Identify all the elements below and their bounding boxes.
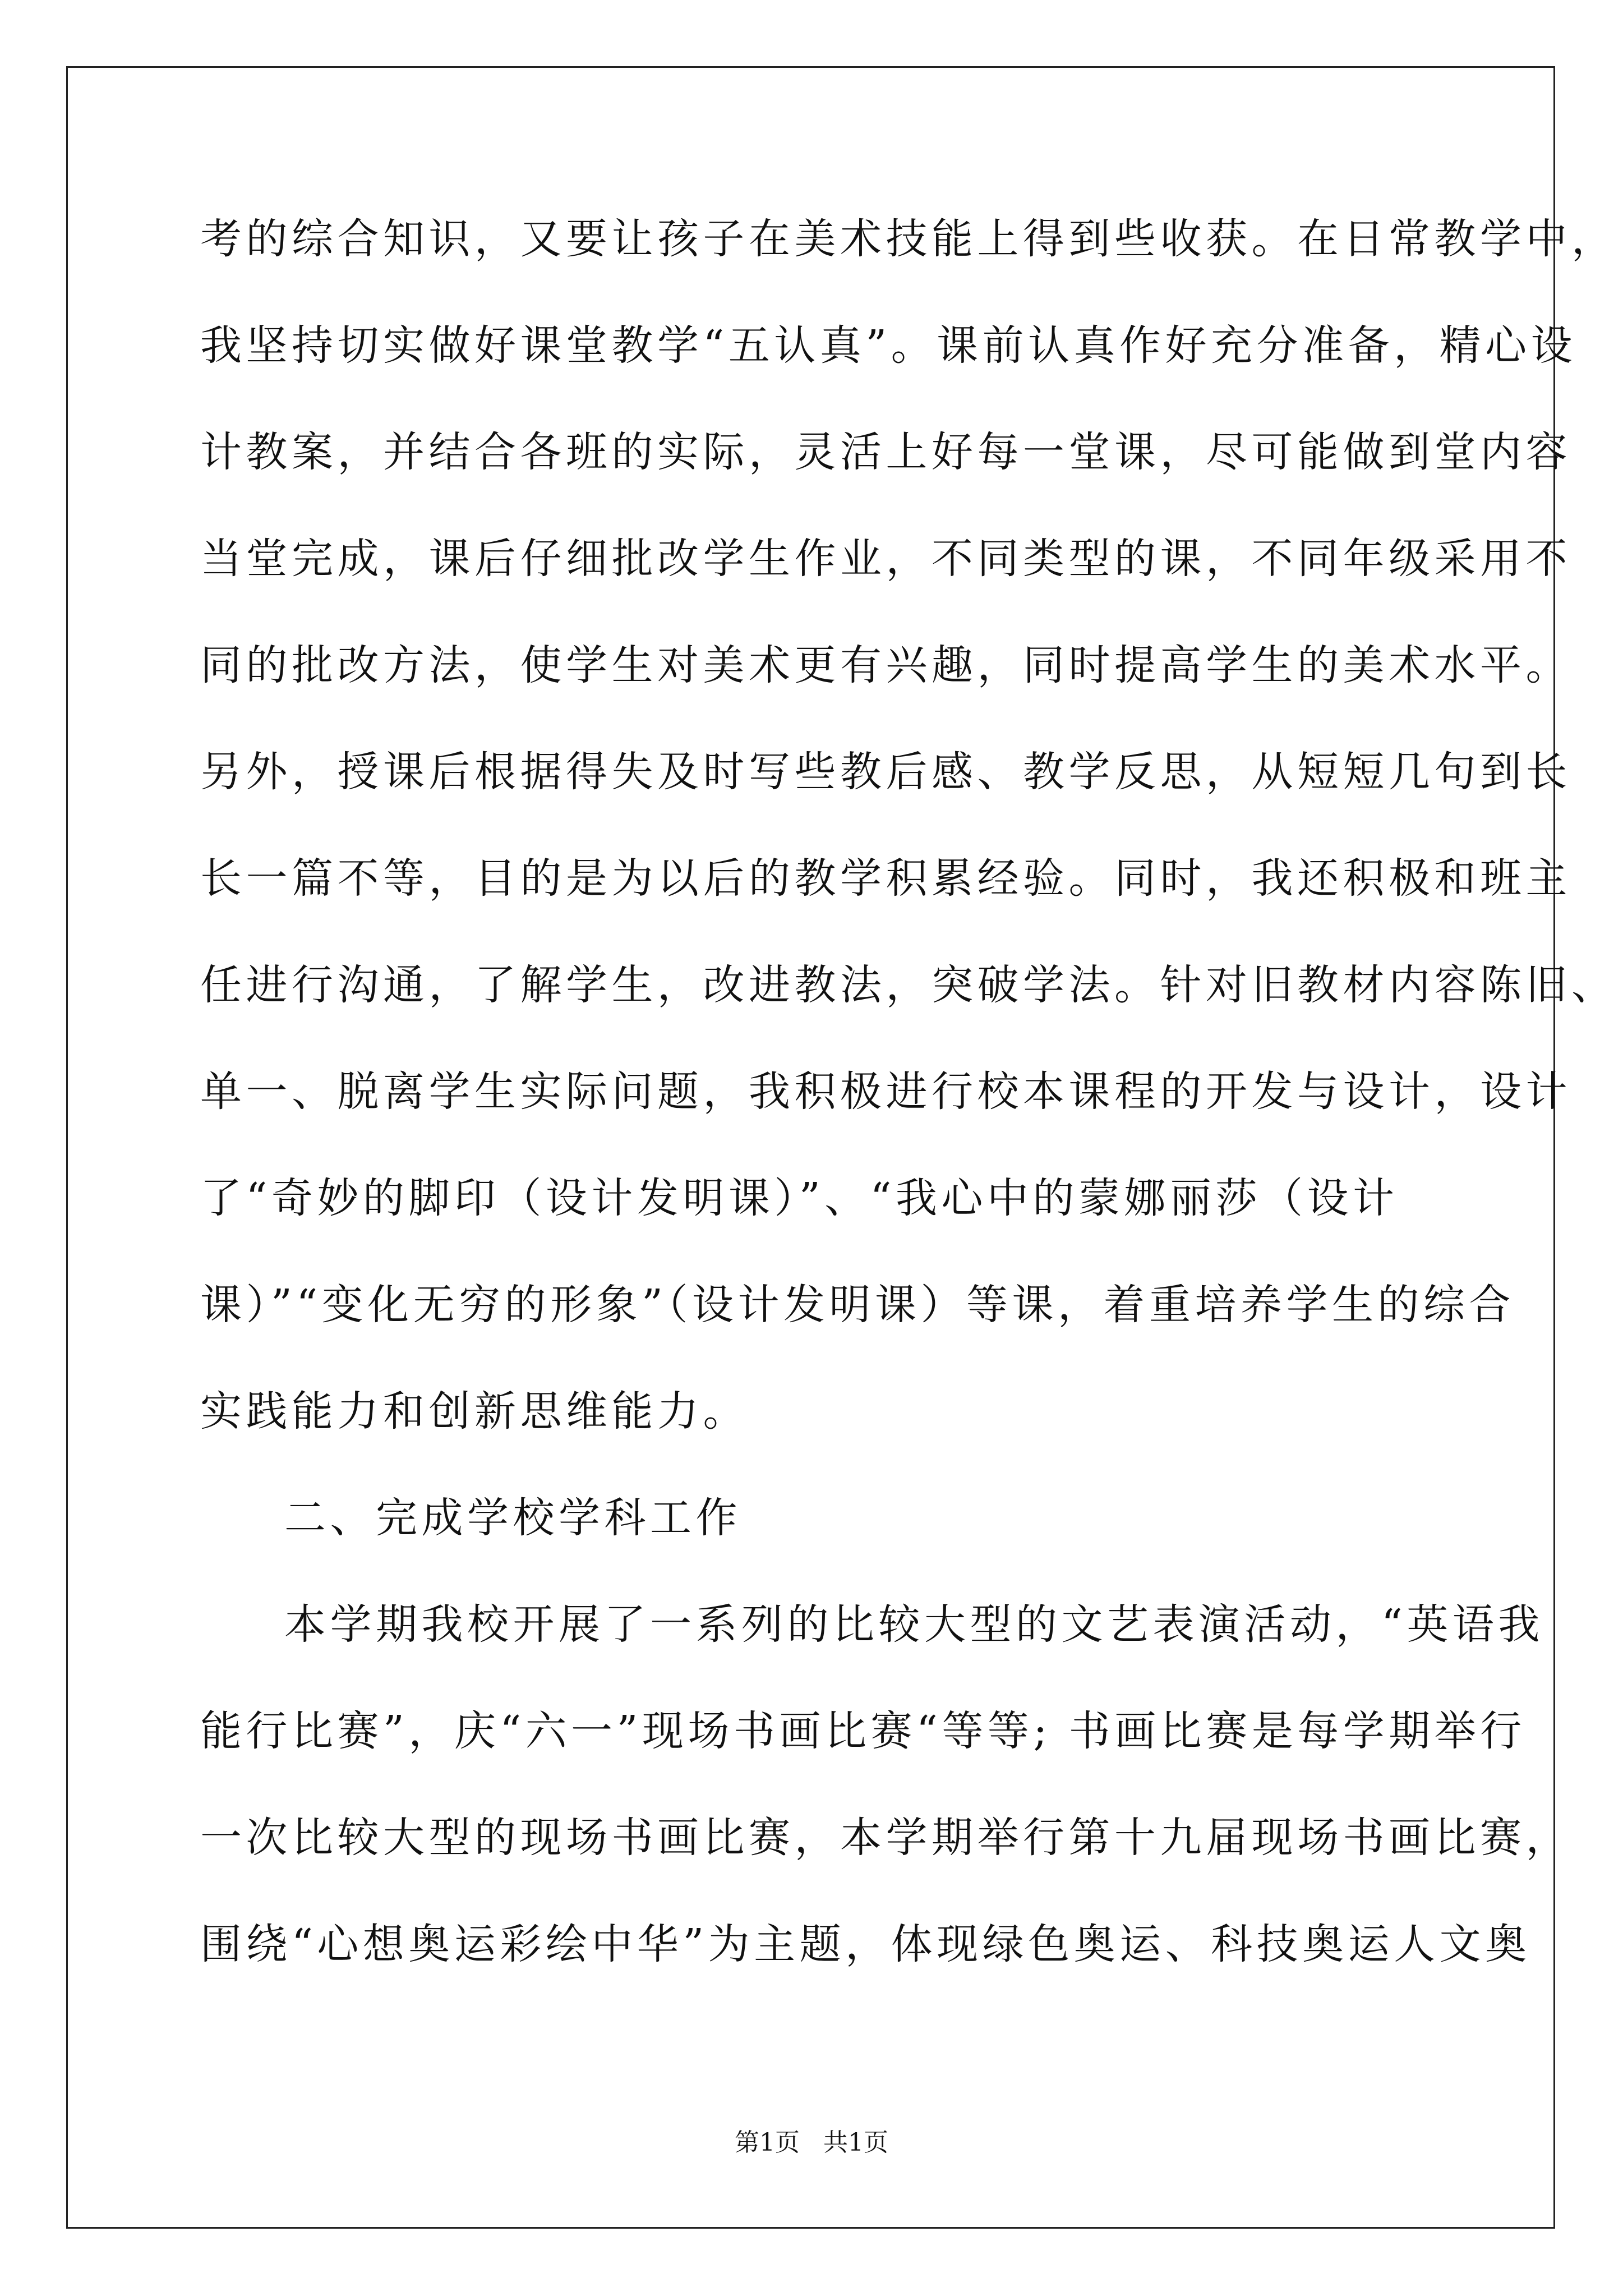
text-line-17: 围绕“心想奥运彩绘中华”为主题，体现绿色奥运、科技奥运人文奥 bbox=[200, 1920, 1531, 1968]
page-number-footer: 第1页 共1页 bbox=[735, 2128, 888, 2157]
document-body bbox=[200, 210, 1617, 2022]
text-line-4: 当堂完成，课后仔细批改学生作业，不同类型的课，不同年级采用不 bbox=[200, 535, 1571, 583]
text-line-8: 任进行沟通，了解学生，改进教法，突破学法。针对旧教材内容陈旧、 bbox=[200, 961, 1617, 1009]
text-line-6: 另外，授课后根据得失及时写些教后感、教学反思，从短短几句到长 bbox=[200, 748, 1571, 796]
text-line-14: 本学期我校开展了一系列的比较大型的文艺表演活动，“英语我 bbox=[284, 1600, 1544, 1649]
text-line-12: 实践能力和创新思维能力。 bbox=[200, 1387, 749, 1435]
text-line-2: 我坚持切实做好课堂教学“五认真”。课前认真作好充分准备，精心设 bbox=[200, 321, 1577, 370]
section-heading: 二、完成学校学科工作 bbox=[284, 1494, 741, 1542]
text-line-5: 同的批改方法，使学生对美术更有兴趣，同时提高学生的美术水平。 bbox=[200, 641, 1571, 689]
text-line-11: 课）”“变化无穷的形象”（设计发明课）等课，着重培养学生的综合 bbox=[200, 1281, 1515, 1329]
text-line-1: 考的综合知识，又要让孩子在美术技能上得到些收获。在日常教学中， bbox=[200, 215, 1617, 263]
text-line-16: 一次比较大型的现场书画比赛，本学期举行第十九届现场书画比赛， bbox=[200, 1814, 1571, 1862]
text-line-15: 能行比赛”，庆“六一”现场书画比赛“等等; 书画比赛是每学期举行 bbox=[200, 1707, 1526, 1755]
text-line-10: 了“奇妙的脚印（设计发明课）”、“我心中的蒙娜丽莎（设计 bbox=[200, 1174, 1399, 1222]
text-line-7: 长一篇不等，目的是为以后的教学积累经验。同时，我还积极和班主 bbox=[200, 854, 1571, 903]
text-line-9: 单一、脱离学生实际问题，我积极进行校本课程的开发与设计，设计 bbox=[200, 1068, 1571, 1116]
text-line-3: 计教案，并结合各班的实际，灵活上好每一堂课，尽可能做到堂内容 bbox=[200, 428, 1571, 476]
